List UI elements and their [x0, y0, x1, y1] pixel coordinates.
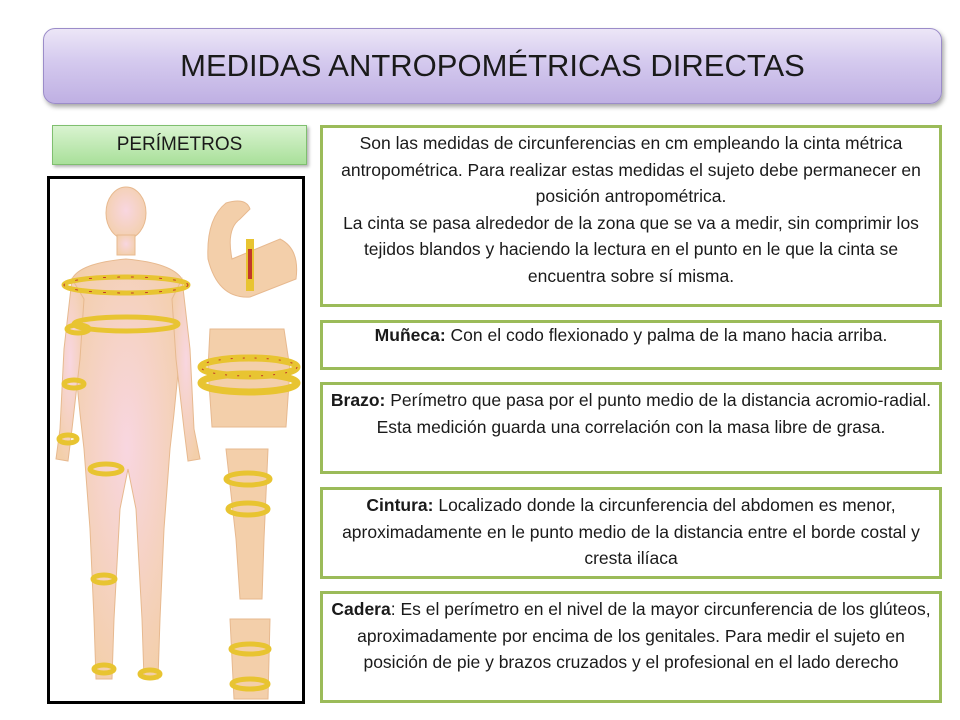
- cadera-text: : Es el perímetro en el nivel de la mayor circunferencia de los glúteos, aproximadamente por encima de los genitales. Para medir el sujeto en posición de pie y brazos cruzados y el profesional en el lado derecho: [357, 599, 931, 672]
- slide-title: MEDIDAS ANTROPOMÉTRICAS DIRECTAS: [43, 28, 942, 104]
- legs-detail: [226, 449, 270, 699]
- brazo-text: Perímetro que pasa por el punto medio de la distancia acromio-radial. Esta medición guarda una correlación con la masa libre de grasa.: [376, 390, 932, 437]
- muneca-box: [320, 320, 942, 370]
- brazo-term: Brazo:: [330, 390, 386, 410]
- section-tag-perimetros: PERÍMETROS: [52, 125, 307, 165]
- flexed-arm-detail: [208, 201, 297, 297]
- brazo-box: [320, 382, 942, 474]
- waist-detail: [201, 329, 297, 427]
- cadera-term: Cadera: [331, 599, 391, 619]
- cintura-term: Cintura:: [366, 495, 434, 515]
- cintura-text: Localizado donde la circunferencia del abdomen es menor, aproximadamente en le punto medio de la distancia entre el borde costal y cresta ilíaca: [342, 495, 920, 568]
- muneca-term: Muñeca:: [374, 325, 446, 345]
- intro-description-box: [320, 125, 942, 307]
- intro-paragraph-1: Son las medidas de circunferencias en cm empleando la cinta métrica antropométrica. Para realizar estas medidas el sujeto debe permanecer en posición antropométrica.: [341, 133, 921, 206]
- intro-paragraph-2: La cinta se pasa alrededor de la zona que se va a medir, sin comprimir los tejidos blandos y haciendo la lectura en el punto en le que la cinta se encuentra sobre sí misma.: [343, 212, 919, 286]
- human-body-figure: [56, 187, 200, 679]
- cadera-box: [320, 591, 942, 703]
- cintura-box: [320, 487, 942, 579]
- body-perimeter-illustration: [47, 176, 305, 704]
- muneca-text: Con el codo flexionado y palma de la mano hacia arriba.: [445, 325, 888, 345]
